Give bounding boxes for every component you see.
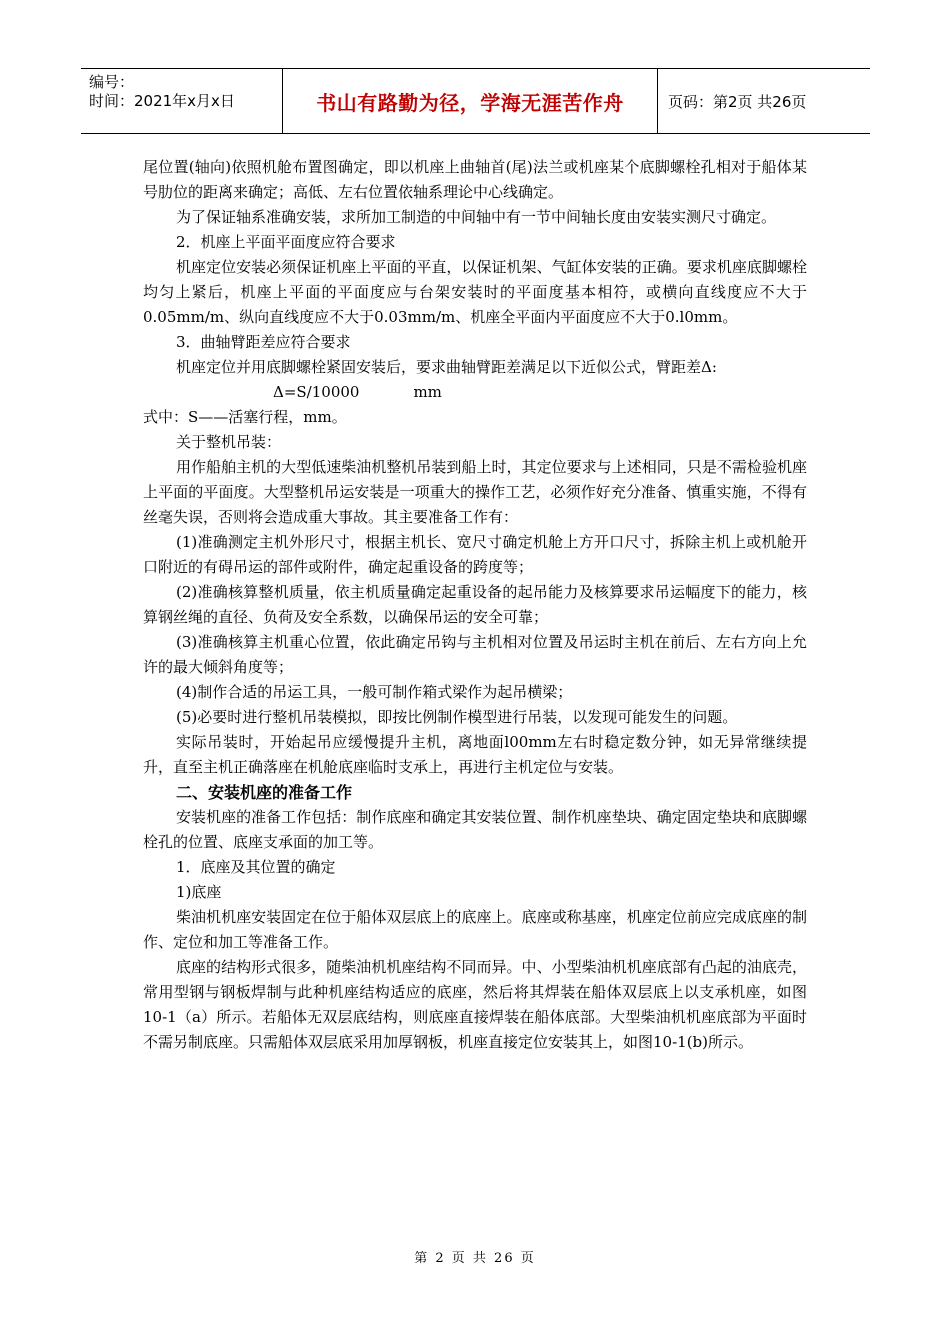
list-item: (1)准确测定主机外形尺寸，根据主机长、宽尺寸确定机舱上方开口尺寸，拆除主机上或机舱开口附近的有碍吊运的部件或附件，确定起重设备的跨度等； [143,533,807,576]
paragraph: 关于整机吊装： [176,433,282,451]
list-item: (3)准确核算主机重心位置，依此确定吊钩与主机相对位置及吊运时主机在前后、左右方向上允许的最大倾斜角度等； [143,633,807,676]
paragraph: 底座的结构形式很多，随柴油机机座结构不同而异。中、小型柴油机机座底部有凸起的油底壳，常用型钢与钢板焊制与此种机座结构适应的底座，然后将其焊装在船体双层底上以支承机座，如图10-1（a）所示。若船体无双层底结构，则底座直接焊装在船体底部。大型柴油机机座底部为平面时不需另制底座。只需船体双层底采用加厚钢板，机座直接定位安装其上，如图10-1(b)所示。 [143,958,807,1051]
subsection-heading: 1)底座 [176,883,222,901]
formula-expression: Δ=S/10000 [273,383,360,401]
section-heading: 2．机座上平面平面度应符合要求 [176,233,396,251]
header-meta [81,69,283,133]
document-body [143,155,807,1055]
paragraph: 为了保证轴系准确安装，求所加工制造的中间轴中有一节中间轴长度由安装实测尺寸确定。 [176,208,777,226]
formula-unit: mm [413,383,442,401]
list-item: (4)制作合适的吊运工具，一般可制作箱式梁作为起吊横梁； [176,683,573,701]
paragraph: 用作船舶主机的大型低速柴油机整机吊装到船上时，其定位要求与上述相同，只是不需检验机座上平面的平面度。大型整机吊运安装是一项重大的操作工艺，必须作好充分准备、慎重实施，不得有丝毫失误，否则将会造成重大事故。其主要准备工作有： [143,458,807,526]
chapter-heading: 二、安装机座的准备工作 [176,783,353,802]
paragraph: 实际吊装时，开始起吊应缓慢提升主机，离地面l00mm左右时稳定数分钟，如无异常继续提升，直至主机正确落座在机舱底座临时支承上，再进行主机定位与安装。 [143,733,807,776]
paragraph: 安装机座的准备工作包括：制作底座和确定其安装位置、制作机座垫块、确定固定垫块和底脚螺栓孔的位置、底座支承面的加工等。 [143,808,807,851]
section-heading: 1．底座及其位置的确定 [176,858,336,876]
list-item: (5)必要时进行整机吊装模拟，即按比例制作模型进行吊装，以发现可能发生的问题。 [176,708,738,726]
paragraph: 式中：S——活塞行程，mm。 [143,408,347,426]
page-footer: 第 2 页 共 26 页 [414,1251,536,1266]
section-heading: 3．曲轴臂距差应符合要求 [176,333,351,351]
list-item: (2)准确核算整机质量，依主机质量确定起重设备的起吊能力及核算要求吊运幅度下的能力，核算钢丝绳的直径、负荷及安全系数，以确保吊运的安全可靠； [143,583,807,626]
document-number-label: 编号： [89,73,135,91]
paragraph: 机座定位并用底脚螺栓紧固安装后，要求曲轴臂距差满足以下近似公式，臂距差Δ: [176,358,717,376]
header-page-code: 页码：第2页 共26页 [668,92,807,111]
paragraph: 柴油机机座安装固定在位于船体双层底上的底座上。底座或称基座，机座定位前应完成底座的制作、定位和加工等准备工作。 [143,908,807,951]
paragraph: 机座定位安装必须保证机座上平面的平直，以保证机架、气缸体安装的正确。要求机座底脚螺栓均匀上紧后，机座上平面的平面度应与台架安装时的平面度基本相符，或横向直线度应不大于0.05mm/m、纵向直线度应不大于0.03mm/m、机座全平面内平面度应不大于0.l0mm。 [143,258,807,326]
header-motto-cell [283,69,658,133]
header-motto: 书山有路勤为径，学海无涯苦作舟 [316,90,624,115]
formula-line [143,380,807,405]
page-header [81,68,870,134]
paragraph: 尾位置(轴向)依照机舱布置图确定，即以机座上曲轴首(尾)法兰或机座某个底脚螺栓孔相对于船体某号肋位的距离来确定；高低、左右位置依轴系理论中心线确定。 [143,158,807,201]
document-time-label: 时间：2021年x月x日 [89,92,235,110]
